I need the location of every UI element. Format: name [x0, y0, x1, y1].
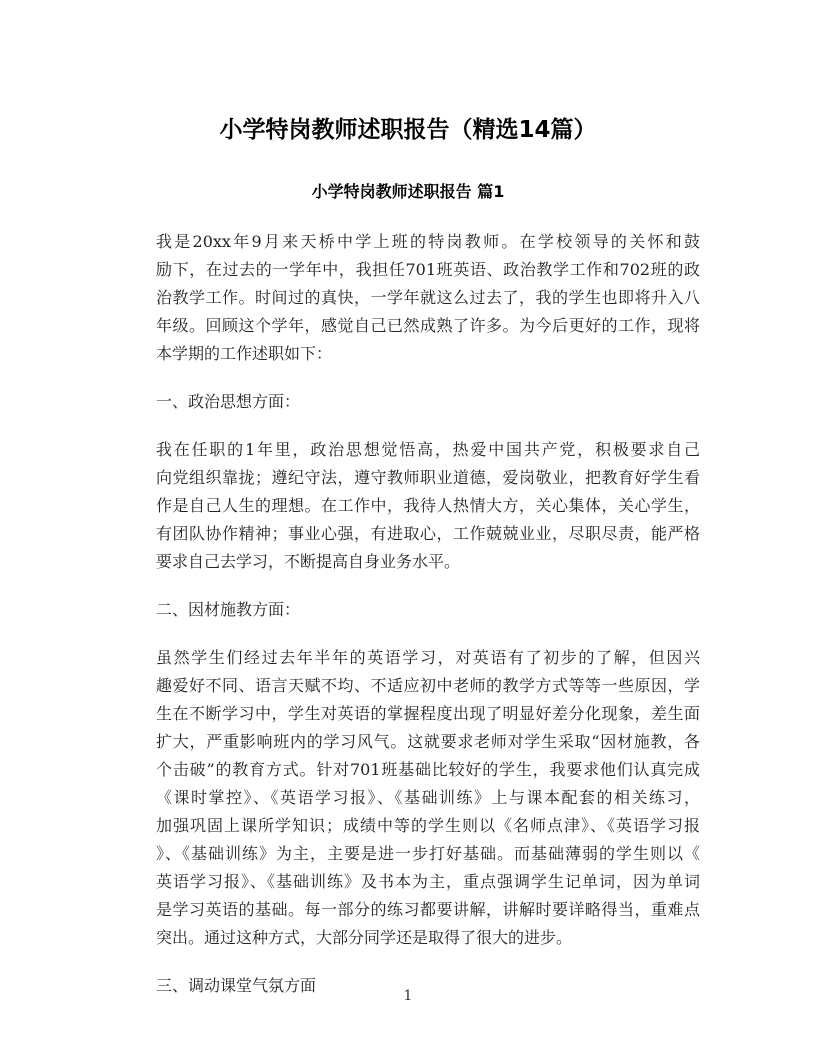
text-line: 励下，在过去的一学年中，我担任701班英语、政治教学工作和702班的政 — [156, 260, 700, 279]
text-line: 是学习英语的基础。每一部分的练习都要讲解，讲解时要详略得当，重难点 — [156, 900, 700, 919]
text-line: 向党组织靠拢；遵纪守法，遵守教师职业道德，爱岗敬业，把教育好学生看 — [156, 468, 700, 487]
text-line: 我是20xx年9月来天桥中学上班的特岗教师。在学校领导的关怀和鼓 — [156, 232, 700, 251]
text-line: 作是自己人生的理想。在工作中，我待人热情大方，关心集体，关心学生， — [156, 496, 700, 515]
page-number: 1 — [403, 988, 413, 1004]
text-line: 有团队协作精神；事业心强，有进取心，工作兢兢业业，尽职尽责，能严格 — [156, 524, 700, 543]
heading-political: 一、政治思想方面： — [156, 392, 301, 411]
text-line: 扩大，严重影响班内的学习风气。这就要求老师对学生采取“因材施教，各 — [156, 732, 700, 751]
text-line: 个击破”的教育方式。针对701班基础比较好的学生，我要求他们认真完成 — [156, 760, 700, 779]
text-line: 》、《基础训练》为主，主要是进一步打好基础。而基础薄弱的学生则以《 — [156, 844, 700, 863]
text-line: 要求自己去学习，不断提高自身业务水平。 — [156, 552, 461, 571]
paragraph-political — [120, 436, 700, 576]
paragraph-teaching — [120, 644, 700, 952]
text-line: 我在任职的1年里，政治思想觉悟高，热爱中国共产党，积极要求自己 — [156, 440, 700, 459]
text-line: 本学期的工作述职如下： — [156, 344, 333, 363]
text-line: 突出。通过这种方式，大部分同学还是取得了很大的进步。 — [156, 928, 573, 947]
paragraph-intro — [120, 228, 700, 368]
text-line: 《课时掌控》、《英语学习报》、《基础训练》上与课本配套的相关练习， — [156, 788, 700, 807]
text-line: 治教学工作。时间过的真快，一学年就这么过去了，我的学生也即将升入八 — [156, 288, 700, 307]
heading-teaching: 二、因材施教方面： — [156, 600, 301, 619]
text-line: 年级。回顾这个学年，感觉自己已然成熟了许多。为今后更好的工作，现将 — [156, 316, 700, 335]
section-title: 小学特岗教师述职报告 篇1 — [311, 182, 505, 201]
text-line: 生在不断学习中，学生对英语的掌握程度出现了明显好差分化现象，差生面 — [156, 704, 700, 723]
document-title: 小学特岗教师述职报告（精选14篇） — [219, 117, 597, 143]
document-body — [120, 228, 700, 1000]
text-line: 英语学习报》、《基础训练》及书本为主，重点强调学生记单词，因为单词 — [156, 872, 700, 891]
text-line: 趣爱好不同、语言天赋不均、不适应初中老师的教学方式等等一些原因，学 — [156, 676, 700, 695]
text-line: 虽然学生们经过去年半年的英语学习，对英语有了初步的了解，但因兴 — [156, 648, 700, 667]
heading-classroom: 三、调动课堂气氛方面 — [156, 976, 317, 995]
text-line: 加强巩固上课所学知识；成绩中等的学生则以《名师点津》、《英语学习报 — [156, 816, 700, 835]
